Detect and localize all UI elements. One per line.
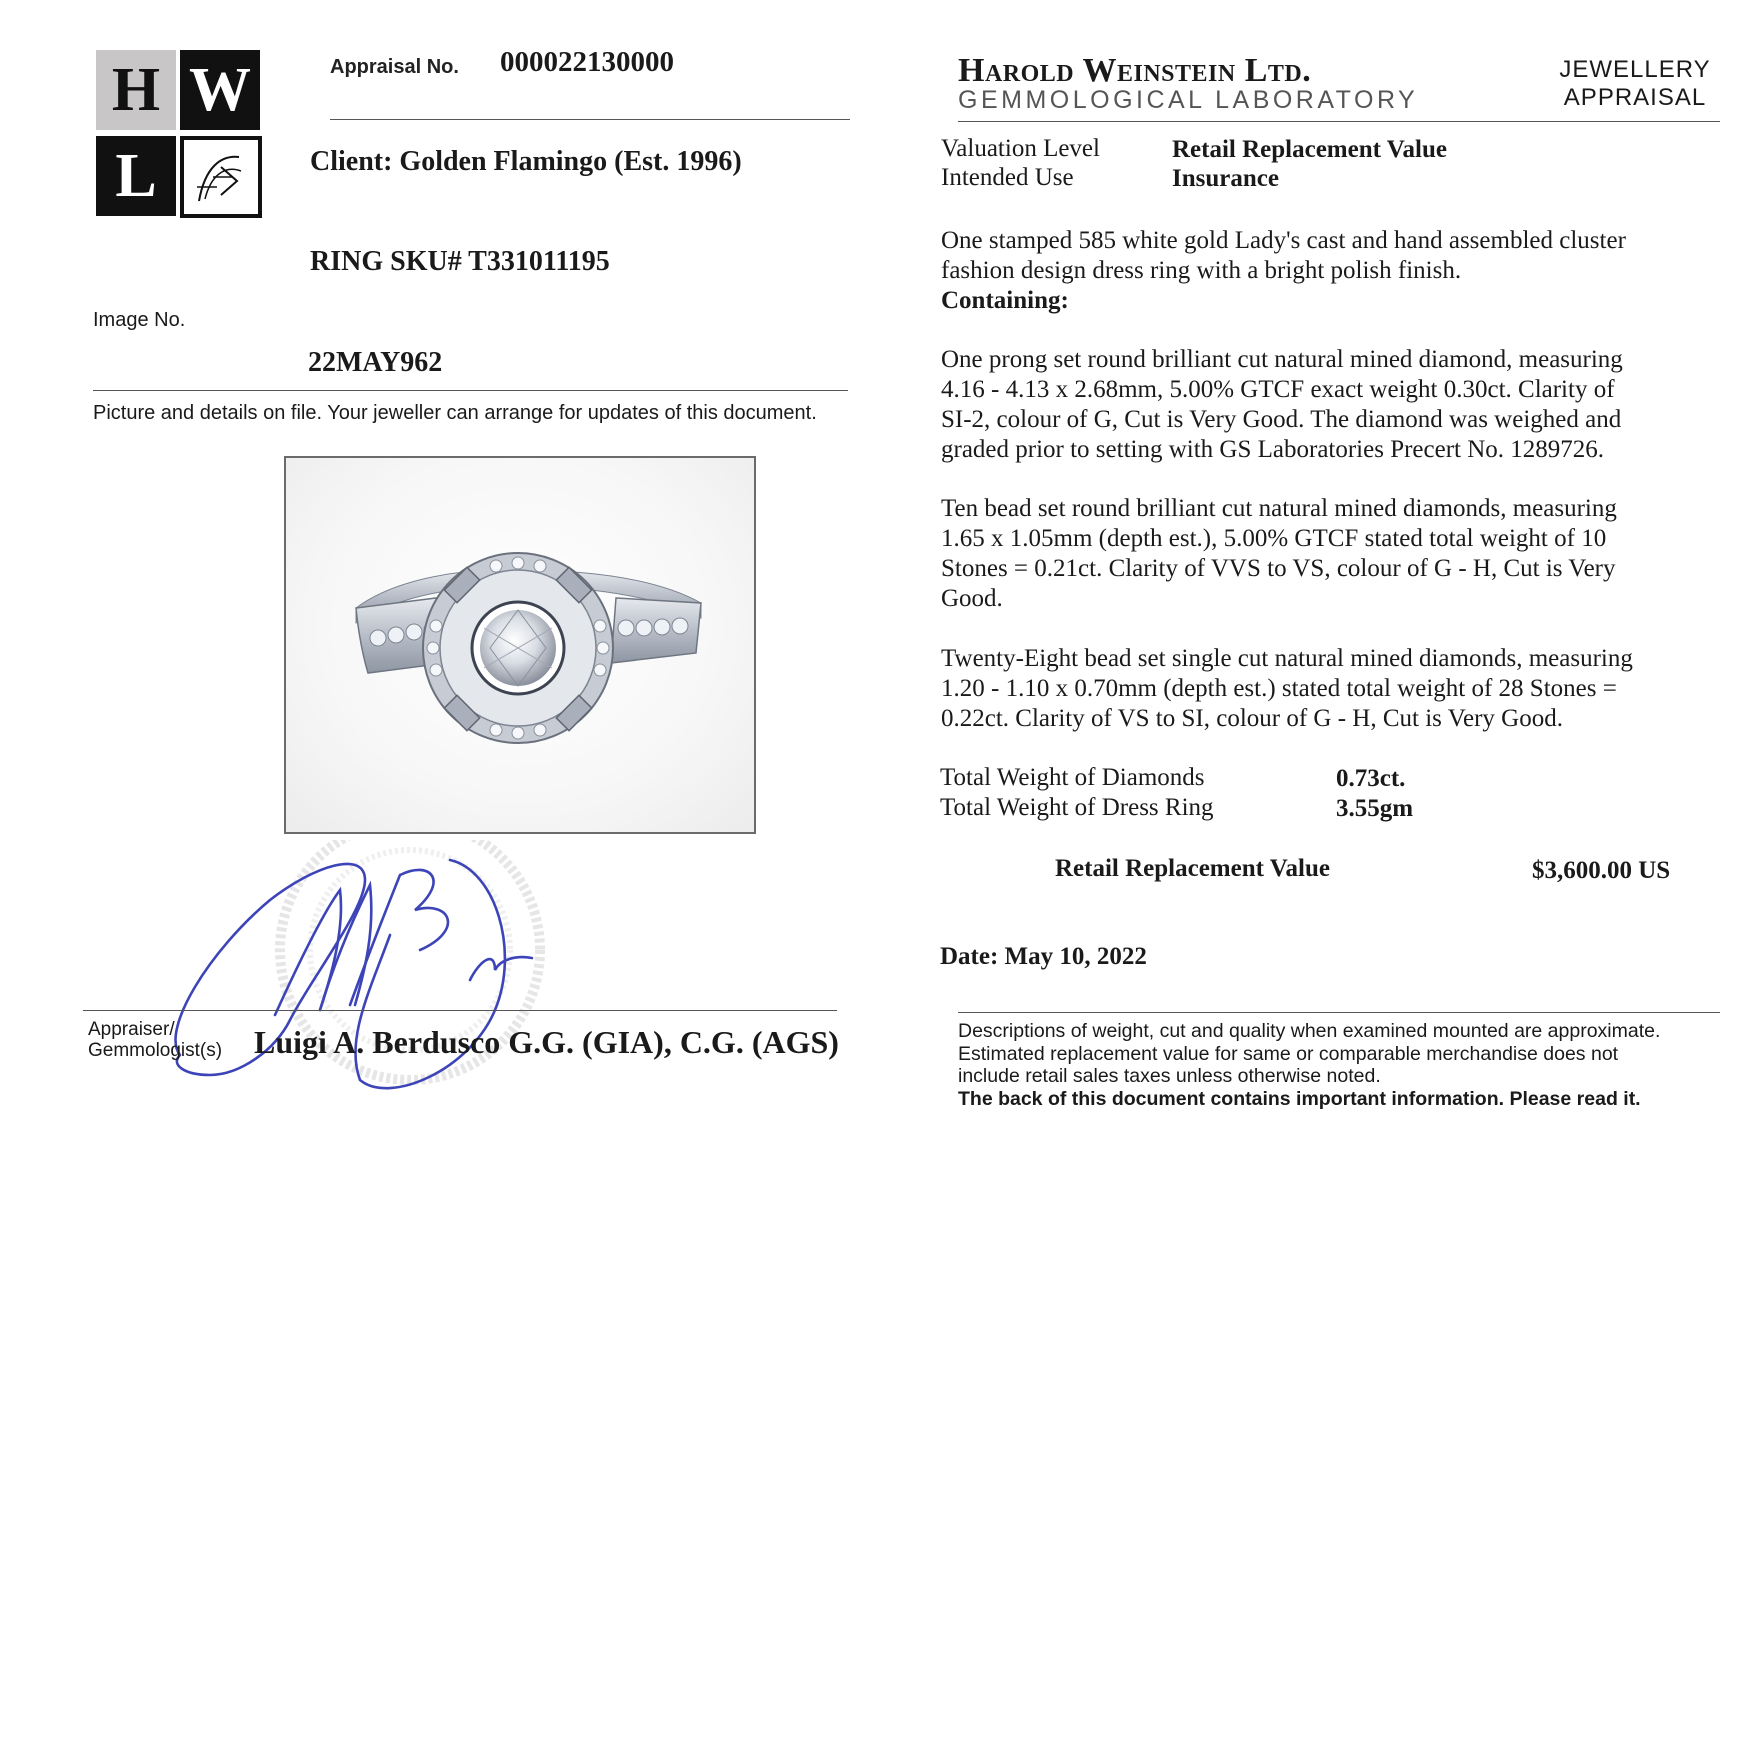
appraisal-date: Date: May 10, 2022 — [940, 943, 1147, 970]
logo-letter-w: W — [180, 50, 260, 130]
disclaimer-rule — [958, 1012, 1720, 1013]
client-name: Client: Golden Flamingo (Est. 1996) — [310, 146, 742, 177]
logo-letter-l: L — [96, 136, 176, 216]
total-diamonds-value: 0.73ct. — [1336, 765, 1406, 792]
retail-replacement-label: Retail Replacement Value — [1055, 855, 1330, 882]
containing-heading: Containing: — [941, 287, 1069, 314]
appraisal-rule — [330, 119, 850, 120]
disclaimer: Descriptions of weight, cut and quality when examined mounted are approximate. Estimated replacement value for same or comparable merchandise does not include retail sales taxes unless otherwise noted. The back of this document contains important information. Please read it. — [958, 1020, 1718, 1110]
single-cut-paragraph: Twenty-Eight bead set single cut natural mined diamonds, measuring 1.20 - 1.10 x 0.70mm (depth est.) stated total weight of 28 Stones = 0.22ct. Clarity of VS to SI, colour of G - H, Cut is Very Good. — [941, 645, 1633, 732]
picture-note: Picture and details on file. Your jeweller can arrange for updates of this document. — [93, 402, 817, 424]
valuation-level-label: Valuation Level — [941, 135, 1100, 162]
header-rule — [958, 121, 1720, 122]
company-name: Harold Weinstein Ltd. — [958, 52, 1312, 89]
logo-ring-icon — [180, 136, 262, 218]
company-subtitle: GEMMOLOGICAL LABORATORY — [958, 86, 1419, 114]
appraiser-label: Appraiser/ Gemmologist(s) — [88, 1019, 223, 1061]
image-rule — [93, 390, 848, 391]
disclaimer-notice: The back of this document contains important information. Please read it. — [958, 1087, 1641, 1110]
ring-description: One stamped 585 white gold Lady's cast and hand assembled cluster fashion design dress ring with a bright polish finish. Containing: — [941, 226, 1691, 316]
intended-use-value: Insurance — [1172, 165, 1279, 192]
total-ring-value: 3.55gm — [1336, 795, 1414, 822]
ring-photo — [284, 456, 756, 834]
document-type: JEWELLERY APPRAISAL — [1559, 56, 1711, 111]
ring-sku: RING SKU# T331011195 — [310, 246, 610, 277]
appraisal-number: 000022130000 — [500, 46, 674, 78]
intended-use-label: Intended Use — [941, 164, 1074, 191]
center-stone-paragraph: One prong set round brilliant cut natural mined diamond, measuring 4.16 - 4.13 x 2.68mm, 5.00% GTCF exact weight 0.30ct. Clarity of SI-2, colour of G, Cut is Very Good. The diamond was weighed and graded prior to setting with GS Laboratories Precert No. 1289726. — [941, 346, 1623, 463]
total-ring-label: Total Weight of Dress Ring — [940, 794, 1214, 821]
image-number-label: Image No. — [93, 309, 186, 331]
hwl-logo — [96, 50, 262, 216]
appraiser-name: Luigi A. Berdusco G.G. (GIA), C.G. (AGS) — [254, 1024, 839, 1060]
logo-letter-h: H — [96, 50, 176, 130]
appraiser-rule — [83, 1010, 837, 1011]
appraisal-number-label: Appraisal No. — [330, 56, 459, 78]
bead-stones-paragraph: Ten bead set round brilliant cut natural mined diamonds, measuring 1.65 x 1.05mm (depth est.), 5.00% GTCF stated total weight of 10 Stones = 0.21ct. Clarity of VVS to VS, colour of G - H, Cut is Very Good. — [941, 495, 1617, 612]
image-number: 22MAY962 — [308, 347, 443, 378]
total-diamonds-label: Total Weight of Diamonds — [940, 764, 1205, 791]
retail-replacement-value: $3,600.00 US — [1532, 857, 1671, 884]
signature-mark — [150, 840, 570, 1100]
valuation-level-value: Retail Replacement Value — [1172, 136, 1447, 163]
